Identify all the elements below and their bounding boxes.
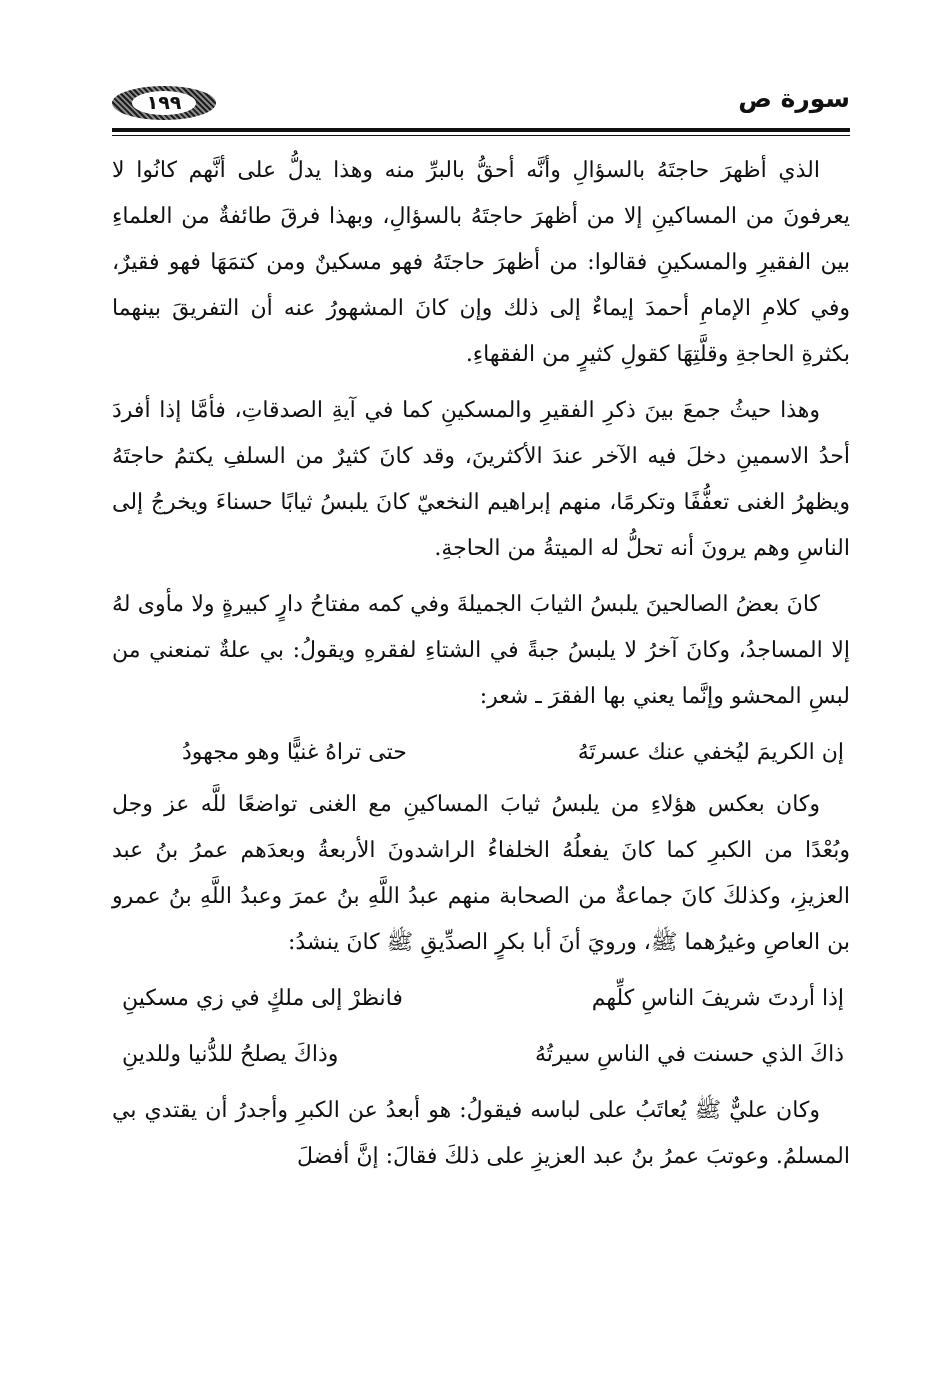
verse-line [112, 1032, 850, 1078]
page-number: ١٩٩ [132, 91, 196, 115]
paragraph-2: وهذا حيثُ جمعَ بينَ ذكرِ الفقيرِ والمسكينِ كما في آيةِ الصدقاتِ، فأمَّا إذا أفردَ أحدُ الاسمينِ دخلَ فيه الآخر عندَ الأكثرينَ، وقد كانَ كثيرٌ من السلفِ يكتمُ حاجتَهُ ويظهرُ الغنى تعفُّفًا وتكرمًا، منهم إبراهيم النخعيّ كانَ يلبسُ ثيابًا حسناءَ ويخرجُ إلى الناسِ وهم يرونَ أنه تحلُّ له الميتةُ من الحاجةِ. [112, 398, 851, 561]
verse-line [112, 730, 850, 776]
page-header [112, 78, 850, 140]
page-number-badge [112, 86, 216, 120]
verse-hemistich: حتى تراهُ غنيًّا وهو مجهودُ [182, 740, 407, 765]
header-rule-thin [112, 135, 850, 136]
verse-hemistich: وذاكَ يصلحُ للدُّنيا وللدينِ [122, 1042, 339, 1067]
paragraph-3: كانَ بعضُ الصالحينَ يلبسُ الثيابَ الجميلةَ وفي كمه مفتاحُ دارٍ كبيرةٍ ولا مأوى لهُ إلا المساجدُ، وكانَ آخرُ لا يلبسُ جبةً في الشتاءِ لفقرهِ ويقولُ: بي علةٌ تمنعني من لبسِ المحشو وإنَّما يعني بها الفقرَ ـ شعر: [112, 592, 850, 709]
page-body [112, 148, 850, 1190]
verse-hemistich: فانظرْ إلى ملكٍ في زي مسكينِ [122, 986, 403, 1011]
verse-hemistich: ذاكَ الذي حسنت في الناسِ سيرتُهُ [534, 1042, 844, 1067]
verse-hemistich: إن الكريمَ ليُخفي عنك عسرتَهُ [577, 740, 844, 765]
paragraph-4: وكان بعكس هؤلاءِ من يلبسُ ثيابَ المساكينِ مع الغنى تواضعًا للَّه عز وجل وبُعْدًا من الكبرِ كما كانَ يفعلُهُ الخلفاءُ الراشدونَ الأربعةُ وبعدَهم عمرُ بنُ عبد العزيزِ، وكذلكَ كانَ جماعةٌ من الصحابة منهم عبدُ اللَّهِ بنُ عمرَ وعبدُ اللَّهِ بنُ عمرو بن العاصِ وغيرُهما ﷺ، ورويَ أنَ أبا بكرٍ الصدِّيقِ ﷺ كانَ ينشدُ: [112, 792, 850, 955]
header-rule-thick [112, 128, 850, 132]
verse-hemistich: إذا أردتَ شريفَ الناسِ كلِّهم [591, 986, 844, 1011]
paragraph-5: وكان عليٌّ ﷺ يُعاتَبُ على لباسه فيقولُ: هو أبعدُ عن الكبرِ وأجدرُ أن يقتدي بي المسلمُ. وعوتبَ عمرُ بنُ عبد العزيزِ على ذلكَ فقالَ: إنَّ أفضلَ [112, 1098, 850, 1169]
verse-line [112, 976, 850, 1022]
surah-title: سورة ص [738, 84, 850, 113]
paragraph-1: الذي أظهرَ حاجتَهُ بالسؤالِ وأنَّه أحقُّ بالبرِّ منه وهذا يدلُّ على أنَّهم كانُوا لا يعرفونَ من المساكينِ إلا من أظهرَ حاجتَهُ بالسؤالِ، وبهذا فرقَ طائفةٌ من العلماءِ بين الفقيرِ والمسكينِ فقالوا: من أظهرَ حاجتَهُ فهو مسكينٌ ومن كتمَهَا فهو فقيرٌ، وفي كلامِ الإمامِ أحمدَ إيماءٌ إلى ذلك وإن كانَ المشهورُ عنه أن التفريقَ بينهما بكثرةِ الحاجةِ وقلَّتِهَا كقولِ كثيرٍ من الفقهاءِ. [112, 158, 850, 367]
